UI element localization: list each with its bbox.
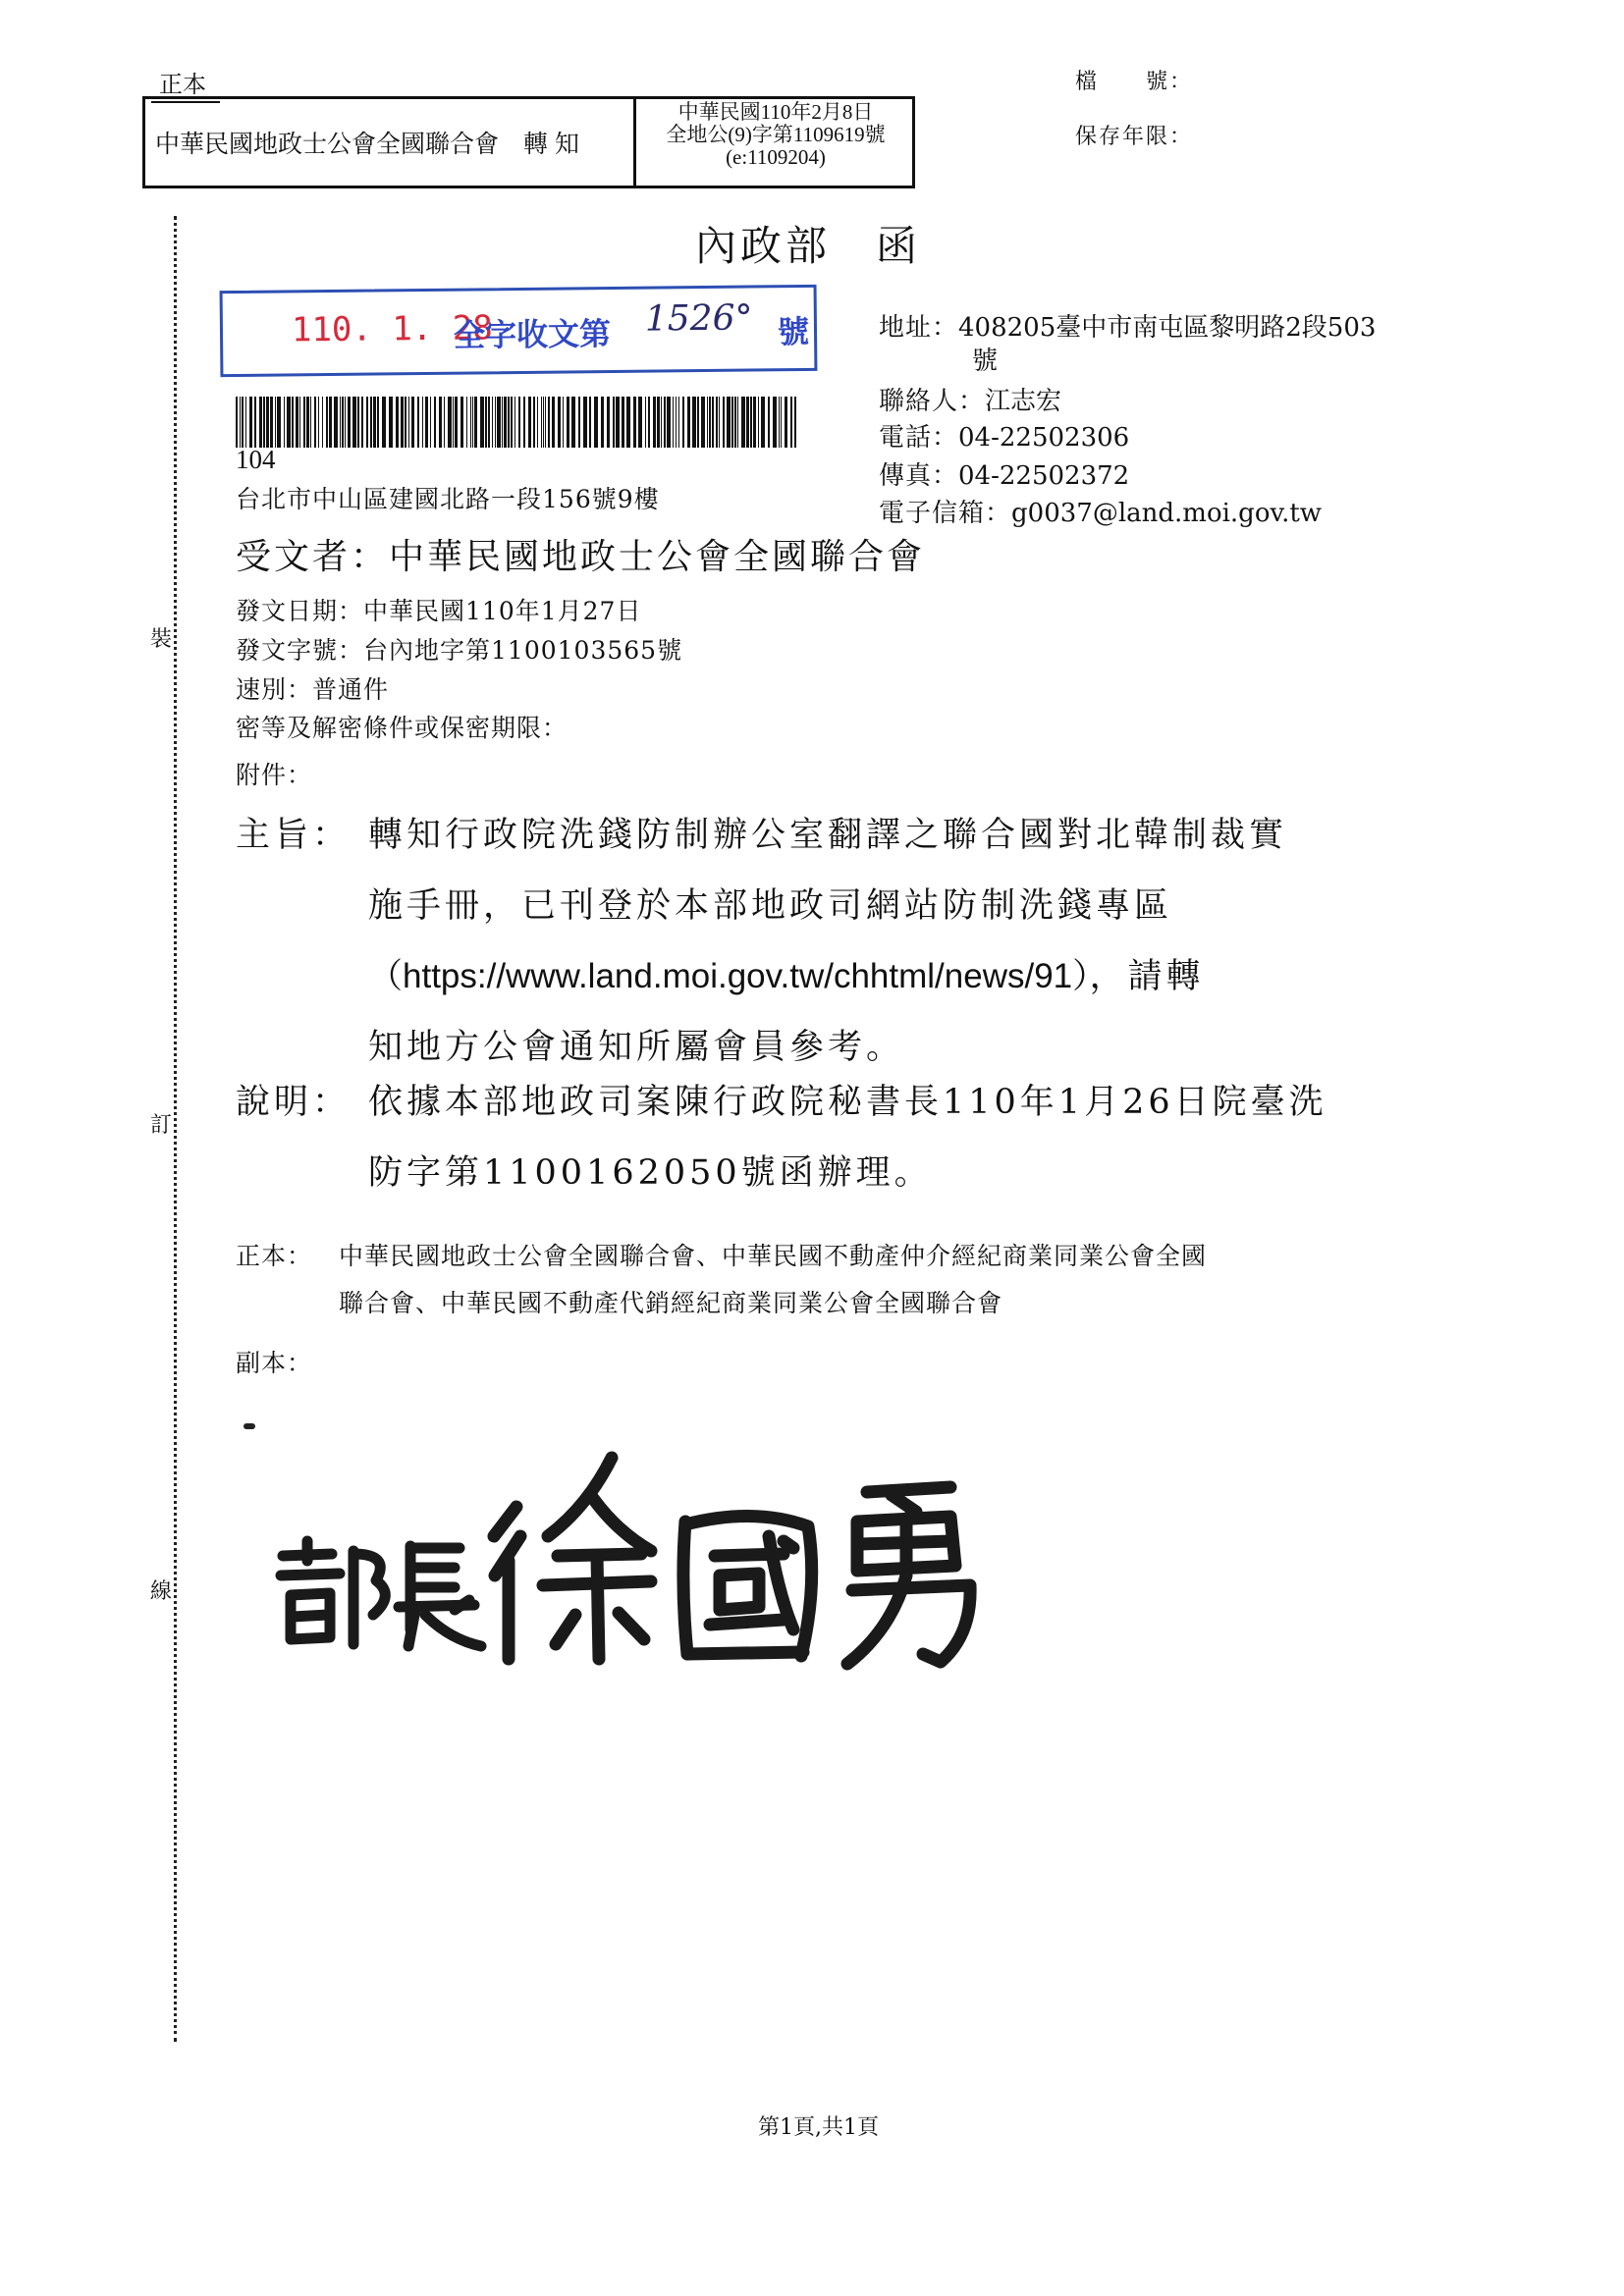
- barcode-bar: [578, 397, 580, 448]
- barcode-bar: [664, 397, 666, 448]
- issue-date: [236, 592, 641, 627]
- explanation-label: 說明：: [236, 1083, 352, 1122]
- barcode-bar: [633, 397, 636, 448]
- barcode-bar: [472, 397, 473, 448]
- barcode-bar: [240, 397, 241, 448]
- barcode-bar: [697, 397, 699, 448]
- stamp-suffix: 號: [777, 312, 810, 351]
- subject-line: 施手冊，已刊登於本部地政司網站防制洗錢專區: [368, 886, 1173, 926]
- barcode-bar: [245, 397, 246, 448]
- barcode-bar: [653, 397, 656, 448]
- fax-value: 04-22502372: [958, 461, 1130, 491]
- recipient-address: 台北市中山區建國北路一段156號9樓: [236, 485, 660, 513]
- barcode-bar: [480, 397, 484, 448]
- subject-url: （https://www.land.moi.gov.tw/chhtml/news/91）: [368, 957, 1090, 995]
- barcode-bar: [583, 397, 587, 448]
- attachments: 附件：: [236, 761, 313, 789]
- barcode-bar: [545, 397, 546, 448]
- barcode-bar: [543, 397, 544, 448]
- binding-line: [174, 216, 177, 2042]
- barcode-bar: [673, 397, 674, 448]
- subject-line: 轉知行政院洗錢防制辦公室翻譯之聯合國對北韓制裁實: [368, 816, 1288, 855]
- address-value: 408205臺中市南屯區黎明路2段503: [958, 313, 1377, 343]
- barcode-bar: [794, 397, 796, 448]
- stamp-label: 全字收文第: [453, 315, 612, 354]
- barcode-bar: [361, 397, 363, 448]
- binding-char-xian: 線: [150, 1571, 172, 1609]
- email-value: g0037@land.moi.gov.tw: [1011, 499, 1323, 528]
- barcode-bar: [622, 397, 624, 448]
- barcode-bar: [518, 397, 520, 448]
- barcode-bar: [676, 397, 677, 448]
- barcode-bar: [236, 397, 238, 448]
- subject-line-tail: ，請轉: [1089, 957, 1205, 996]
- barcode-bar: [373, 397, 376, 448]
- barcode-bar: [741, 397, 745, 448]
- barcode-bar: [533, 397, 535, 448]
- barcode-bar: [366, 397, 368, 448]
- barcode-bar: [779, 397, 780, 448]
- barcode-bar: [773, 397, 777, 448]
- barcode-bar: [408, 397, 409, 448]
- barcode-bar: [326, 397, 328, 448]
- barcode-bar: [712, 397, 714, 448]
- barcode-bar: [552, 397, 555, 448]
- barcode-bar: [306, 397, 309, 448]
- barcode-bar: [648, 397, 650, 448]
- barcode-bar: [781, 397, 782, 448]
- barcode-bar: [645, 397, 646, 448]
- barcode-bar: [453, 397, 454, 448]
- email: [879, 493, 1322, 529]
- page-number: 第1頁,共1頁: [758, 2115, 879, 2140]
- barcode-bar: [396, 397, 399, 448]
- barcode-bar: [329, 397, 332, 448]
- explanation-line: 依據本部地政司案陳行政院秘書長110年1月26日院臺洗: [368, 1083, 1327, 1122]
- delivery-speed-label: 速別：: [236, 675, 313, 704]
- contact-person-label: 聯絡人：: [879, 387, 986, 416]
- barcode-bar: [701, 397, 705, 448]
- barcode-bar: [292, 397, 294, 448]
- barcode-bar: [638, 397, 642, 448]
- barcode: [236, 397, 800, 448]
- barcode-bar: [318, 397, 319, 448]
- barcode-bar: [370, 397, 372, 448]
- issue-reference-value: 台內地字第1100103565號: [363, 636, 683, 665]
- document-title: 內政部 函: [695, 222, 922, 270]
- barcode-bar: [734, 397, 736, 448]
- barcode-bar: [667, 397, 671, 448]
- barcode-bar: [692, 397, 696, 448]
- barcode-bar: [470, 397, 471, 448]
- email-label: 電子信箱：: [879, 499, 1012, 528]
- address-label: 地址：: [879, 313, 959, 343]
- barcode-bar: [299, 397, 300, 448]
- routing-code: (e:1109204): [726, 145, 826, 169]
- distribution-original-label: 正本：: [236, 1242, 313, 1270]
- routing-ref: 全地公(9)字第1109619號: [666, 123, 886, 146]
- barcode-bar: [382, 397, 386, 448]
- issue-reference-label: 發文字號：: [236, 636, 364, 665]
- routing-date: 中華民國110年2月8日: [677, 100, 874, 124]
- issue-reference: [236, 631, 682, 667]
- barcode-bar: [785, 397, 787, 448]
- barcode-bar: [727, 397, 731, 448]
- issue-date-label: 發文日期：: [236, 597, 364, 625]
- delivery-speed-value: 普通件: [312, 675, 390, 704]
- classification: 密等及解密條件或保密期限：: [236, 714, 568, 742]
- receipt-stamp: [220, 285, 818, 377]
- delivery-speed: [236, 670, 389, 706]
- barcode-bar: [474, 397, 477, 448]
- postal-code: 104: [236, 445, 276, 474]
- barcode-bar: [340, 397, 341, 448]
- subject-line: 知地方公會通知所屬會員參考。: [368, 1028, 905, 1067]
- barcode-bar: [731, 397, 733, 448]
- binding-char-zhuang: 裝: [150, 618, 172, 657]
- barcode-bar: [626, 397, 630, 448]
- barcode-bar: [719, 397, 720, 448]
- barcode-bar: [750, 397, 752, 448]
- barcode-bar: [558, 397, 561, 448]
- barcode-bar: [430, 397, 431, 448]
- distribution-line: 聯合會、中華民國不動產代銷經紀商業同業公會全國聯合會: [339, 1289, 1003, 1317]
- barcode-bar: [661, 397, 662, 448]
- addressee-name: 中華民國地政士公會全國聯合會: [389, 537, 926, 577]
- barcode-bar: [678, 397, 679, 448]
- distribution-line: 中華民國地政士公會全國聯合會、中華民國不動產仲介經紀商業同業公會全國: [339, 1242, 1208, 1270]
- barcode-bar: [422, 397, 423, 448]
- stamp-number: 1526°: [644, 297, 753, 340]
- barcode-bar: [401, 397, 404, 448]
- barcode-bar: [589, 397, 591, 448]
- barcode-bar: [425, 397, 428, 448]
- barcode-bar: [348, 397, 351, 448]
- barcode-bar: [303, 397, 305, 448]
- addressee: [236, 529, 925, 579]
- barcode-bar: [746, 397, 749, 448]
- barcode-bar: [682, 397, 684, 448]
- barcode-bar: [485, 397, 487, 448]
- barcode-bar: [758, 397, 759, 448]
- ink-mark: [244, 1423, 255, 1429]
- subject-label: 主旨：: [236, 816, 352, 855]
- barcode-bar: [448, 397, 452, 448]
- barcode-bar: [455, 397, 458, 448]
- barcode-bar: [616, 397, 620, 448]
- barcode-bar: [263, 397, 265, 448]
- barcode-bar: [417, 397, 419, 448]
- barcode-bar: [709, 397, 711, 448]
- barcode-bar: [334, 397, 338, 448]
- barcode-bar: [314, 397, 316, 448]
- barcode-bar: [753, 397, 756, 448]
- barcode-bar: [601, 397, 604, 448]
- barcode-bar: [352, 397, 356, 448]
- phone: [879, 417, 1129, 454]
- barcode-bar: [411, 397, 414, 448]
- distribution-original-list: [339, 1233, 1429, 1327]
- issue-date-value: 中華民國110年1月27日: [363, 597, 642, 625]
- phone-value: 04-22502306: [958, 423, 1130, 453]
- barcode-bar: [514, 397, 515, 448]
- barcode-bar: [249, 397, 252, 448]
- routing-info: [639, 99, 912, 187]
- barcode-bar: [502, 397, 503, 448]
- subject-line: [368, 941, 1429, 1012]
- barcode-bar: [528, 397, 531, 448]
- fax-label: 傳真：: [879, 461, 959, 491]
- phone-label: 電話：: [879, 423, 959, 453]
- explanation-text: [368, 1067, 1429, 1208]
- barcode-bar: [277, 397, 281, 448]
- minister-signature: [263, 1438, 1029, 1674]
- barcode-bar: [495, 397, 496, 448]
- fax: [879, 455, 1129, 492]
- barcode-bar: [563, 397, 564, 448]
- barcode-bar: [768, 397, 770, 448]
- barcode-bar: [504, 397, 507, 448]
- barcode-bar: [275, 397, 276, 448]
- barcode-bar: [357, 397, 359, 448]
- barcode-bar: [790, 397, 792, 448]
- barcode-bar: [322, 397, 323, 448]
- barcode-bar: [460, 397, 463, 448]
- copy-type-label: 正本: [159, 65, 206, 99]
- barcode-bar: [594, 397, 598, 448]
- barcode-bar: [342, 397, 344, 448]
- barcode-bar: [657, 397, 660, 448]
- barcode-bar: [377, 397, 379, 448]
- barcode-bar: [508, 397, 510, 448]
- stamp-date: 110. 1. 28: [291, 308, 493, 350]
- barcode-bar: [439, 397, 442, 448]
- barcode-bar: [310, 397, 311, 448]
- address-value-continued: 號: [972, 347, 999, 376]
- barcode-bar: [345, 397, 346, 448]
- contact-person: [879, 381, 1061, 417]
- barcode-bar: [259, 397, 262, 448]
- barcode-bar: [523, 397, 525, 448]
- barcode-bar: [270, 397, 273, 448]
- distribution-copy-label: 副本：: [236, 1349, 313, 1377]
- barcode-bar: [716, 397, 718, 448]
- barcode-bar: [488, 397, 490, 448]
- barcode-bar: [607, 397, 610, 448]
- explanation-line: 防字第1100162050號函辦理。: [368, 1153, 933, 1193]
- file-number-label: 檔 號：: [1075, 70, 1194, 94]
- sender-address: [879, 307, 1376, 344]
- barcode-bar: [613, 397, 615, 448]
- barcode-bar: [389, 397, 393, 448]
- barcode-bar: [266, 397, 269, 448]
- barcode-bar: [254, 397, 256, 448]
- barcode-bar: [707, 397, 708, 448]
- barcode-bar: [723, 397, 725, 448]
- barcode-bar: [537, 397, 538, 448]
- barcode-bar: [687, 397, 690, 448]
- barcode-bar: [567, 397, 569, 448]
- barcode-bar: [548, 397, 550, 448]
- retention-period-label: 保存年限：: [1075, 125, 1194, 149]
- barcode-bar: [761, 397, 765, 448]
- barcode-bar: [571, 397, 575, 448]
- barcode-bar: [492, 397, 493, 448]
- barcode-bar: [242, 397, 244, 448]
- contact-person-value: 江志宏: [985, 387, 1062, 416]
- barcode-bar: [434, 397, 436, 448]
- barcode-bar: [444, 397, 445, 448]
- barcode-bar: [287, 397, 291, 448]
- barcode-bar: [511, 397, 513, 448]
- subject-text: [368, 800, 1429, 1083]
- addressee-label: 受文者：: [236, 537, 390, 577]
- barcode-bar: [296, 397, 298, 448]
- routing-box: [142, 96, 915, 188]
- binding-char-ding: 訂: [150, 1104, 172, 1143]
- barcode-bar: [497, 397, 501, 448]
- barcode-bar: [737, 397, 738, 448]
- barcode-bar: [541, 397, 542, 448]
- barcode-bar: [405, 397, 406, 448]
- routing-org: 中華民國地政士公會全國聯合會 轉 知: [145, 99, 636, 186]
- barcode-bar: [284, 397, 285, 448]
- barcode-bar: [466, 397, 467, 448]
